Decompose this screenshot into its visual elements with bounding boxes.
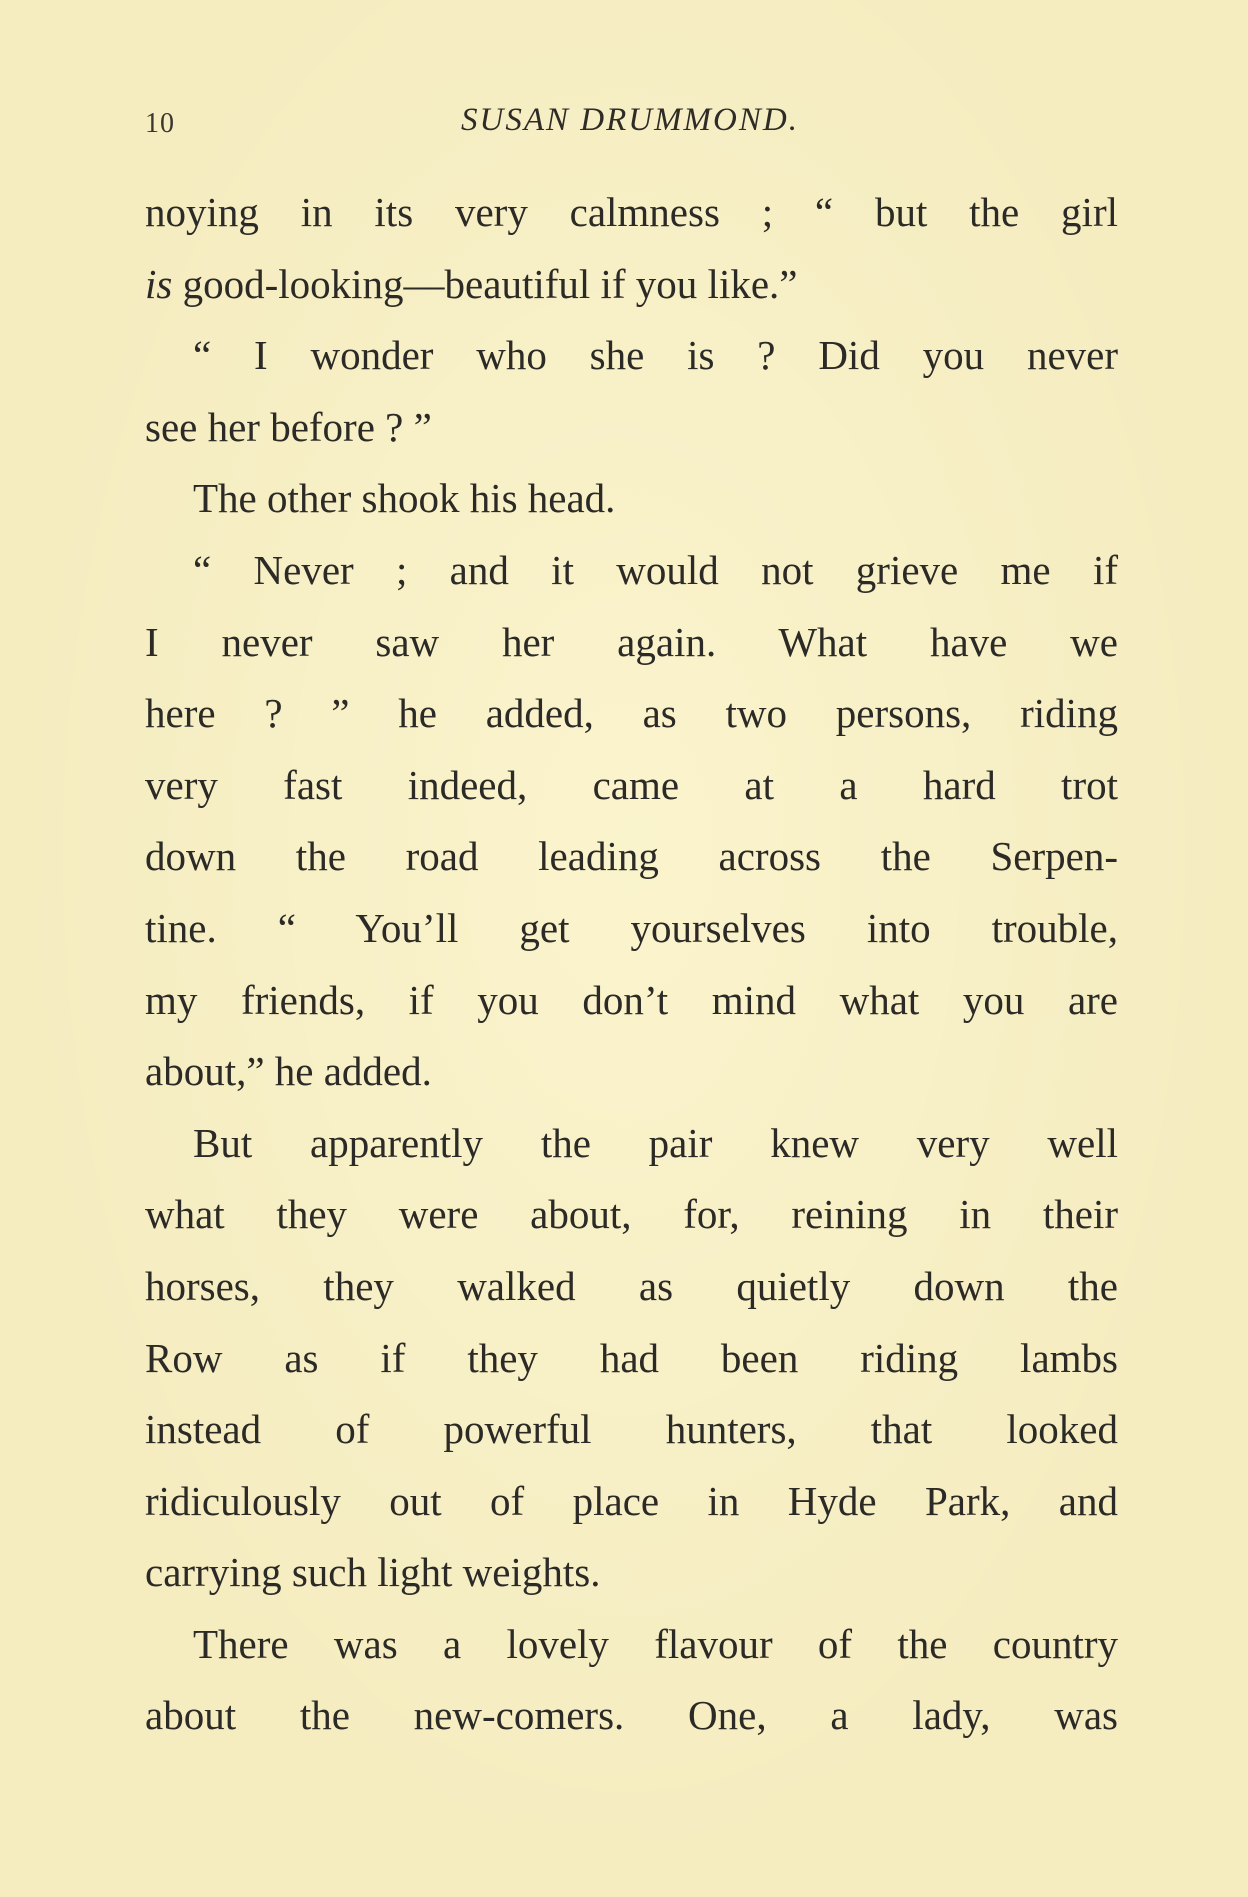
text-line: Row as if they had been riding lambs [145, 1334, 1118, 1381]
text-line: noying in its very calmness ; “ but the girl [145, 189, 1118, 235]
page-number: 10 [145, 108, 175, 139]
running-head [145, 98, 1115, 148]
book-title: SUSAN DRUMMOND. [461, 102, 799, 138]
text-line: horses, they walked as quietly down the [145, 1262, 1118, 1309]
text-line: I never saw her again. What have we [145, 618, 1118, 665]
text-line: But apparently the pair knew very well [193, 1119, 1118, 1166]
text-line: tine. “ You’ll get yourselves into trouble, [145, 904, 1118, 951]
text-line: about the new-comers. One, a lady, was [145, 1692, 1118, 1739]
text-line: “ Never ; and it would not grieve me if [193, 546, 1118, 593]
text-line: what they were about, for, reining in their [145, 1191, 1118, 1238]
text-line: instead of powerful hunters, that looked [145, 1406, 1118, 1453]
body-text [145, 177, 1118, 1752]
text-line: here ? ” he added, as two persons, riding [145, 690, 1118, 737]
text-line: “ I wonder who she is ? Did you never [193, 332, 1118, 379]
text-line: very fast indeed, came at a hard trot [145, 761, 1118, 808]
text-line: down the road leading across the Serpen- [145, 833, 1118, 880]
text-line: ridiculously out of place in Hyde Park, and [145, 1477, 1118, 1524]
text-line: The other shook his head. [193, 475, 616, 522]
text-line: is good-looking—beautiful if you like.” [145, 260, 798, 307]
text-line: my friends, if you don’t mind what you are [145, 976, 1118, 1023]
text-line: see her before ? ” [145, 403, 432, 450]
text-line: There was a lovely flavour of the country [193, 1620, 1118, 1667]
text-line: carrying such light weights. [145, 1549, 601, 1596]
text-line: about,” he added. [145, 1048, 432, 1095]
italic-word: is [145, 260, 173, 307]
